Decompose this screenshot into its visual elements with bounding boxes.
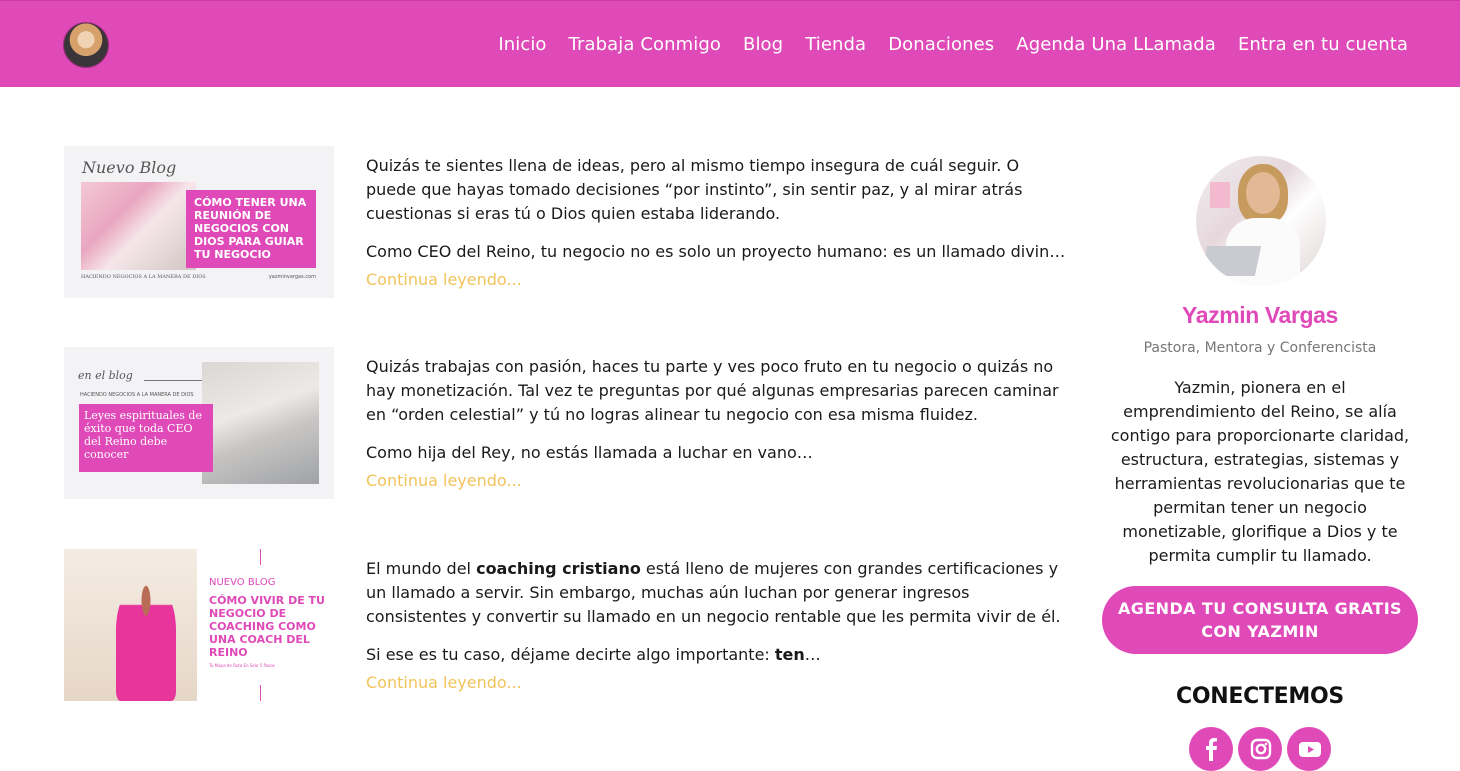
youtube-icon[interactable] [1287,727,1331,771]
author-role: Pastora, Mentora y Conferencista [1143,340,1377,356]
excerpt-text: El mundo del [366,559,477,578]
post-text [366,557,1070,692]
post-text [366,154,1070,289]
thumb-divider [144,380,204,381]
thumb-title-box [79,404,213,472]
post-thumbnail[interactable] [64,549,334,701]
thumb-tag: NUEVO BLOG [209,577,276,588]
thumb-footer: HACIENDO NEGOCIOS A LA MANERA DE DIOS [81,274,206,280]
post-thumbnail[interactable] [64,347,334,499]
thumb-title: CÓMO TENER UNA REUNIÓN DE NEGOCIOS CON DIOS PARA GUIAR TU NEGOCIO [194,196,307,261]
thumb-photo [81,182,196,270]
thumb-title: Leyes espirituales de éxito que toda CEO del Reino debe conocer [84,409,202,461]
schedule-consultation-button[interactable]: AGENDA TU CONSULTA GRATIS CON YAZMIN [1102,586,1418,654]
excerpt-text: … [804,645,821,664]
thumb-divider [260,685,261,701]
thumb-script-label: en el blog [78,369,133,382]
nav-entra-cuenta[interactable]: Entra en tu cuenta [1237,33,1408,55]
photo-laptop [1201,246,1261,276]
read-more-link[interactable]: Continua leyendo... [366,270,522,289]
nav-donaciones[interactable]: Donaciones [888,33,995,55]
photo-frame [1210,182,1230,208]
site-logo-avatar[interactable] [63,22,109,68]
thumb-title: CÓMO VIVIR DE TU NEGOCIO DE COACHING COMO UNA COACH DEL REINO [209,594,325,659]
post-excerpt: Quizás trabajas con pasión, haces tu parte y ves poco fruto en tu negocio o quizás no hay monetización. Tal vez te preguntas por qué algunas empresarias parecen caminar en “orden celestial” y tú no logras alinear tu negocio con esa misma fluidez. [366,357,1059,424]
top-navigation-bar [0,0,1460,87]
thumb-photo [202,362,319,484]
post-excerpt-continued: Como CEO del Reino, tu negocio no es solo un proyecto humano: es un llamado divin… [366,242,1066,261]
photo-face [1246,172,1280,214]
thumb-figure [116,583,176,701]
nav-inicio[interactable]: Inicio [498,33,547,55]
post-excerpt [366,557,1070,629]
social-links [1189,727,1331,771]
connect-heading: CONECTEMOS [1176,684,1344,709]
author-bio: Yazmin, pionera en el emprendimiento del Reino, se alía contigo para proporcionarte claridad, estructura, estrategias, sistemas y herramientas revolucionarias que te permitan tener un negocio monetizable, glorifique a Dios y te permita cumplir tu llamado. [1110,378,1410,565]
post-text [366,355,1070,490]
facebook-icon[interactable] [1189,727,1233,771]
post-thumbnail[interactable] [64,146,334,298]
main-nav [498,1,1408,87]
thumb-script-label: Nuevo Blog [82,158,177,177]
thumb-divider [260,549,261,565]
post-excerpt-continued [366,643,1070,667]
read-more-link[interactable]: Continua leyendo... [366,673,522,692]
nav-tienda[interactable]: Tienda [805,33,867,55]
thumb-subtitle: Tu Mapa de Ruta En Solo 5 Pasos [209,663,275,668]
thumb-site: yazminvargas.com [268,274,316,280]
author-photo [1196,156,1326,286]
excerpt-bold: coaching cristiano [476,559,641,578]
nav-trabaja-conmigo[interactable]: Trabaja Conmigo [568,33,721,55]
excerpt-text: está lleno de mujeres con grandes certificaciones y un llamado a servir. Sin embargo, muchas aún luchan por generar ingresos consistentes y convertir su llamado en un negocio rentable que les permita vivir de él. [366,559,1061,626]
excerpt-bold: ten [774,645,805,664]
post-excerpt: Quizás te sientes llena de ideas, pero al mismo tiempo insegura de cuál seguir. O puede que hayas tomado decisiones “por instinto”, sin sentir paz, y al mirar atrás cuestionas si eras tú o Dios quien estaba liderando. [366,156,1023,223]
read-more-link[interactable]: Continua leyendo... [366,471,522,490]
nav-blog[interactable]: Blog [743,33,784,55]
excerpt-text: Si ese es tu caso, déjame decirte algo importante: [366,645,775,664]
thumb-title-box [186,190,316,268]
thumb-subtitle: HACIENDO NEGOCIOS A LA MANERA DE DIOS [80,392,194,398]
author-name: Yazmin Vargas [1182,302,1338,328]
nav-agenda-llamada[interactable]: Agenda Una LLamada [1016,33,1216,55]
post-excerpt-continued: Como hija del Rey, no estás llamada a luchar en vano… [366,443,813,462]
instagram-icon[interactable] [1238,727,1282,771]
